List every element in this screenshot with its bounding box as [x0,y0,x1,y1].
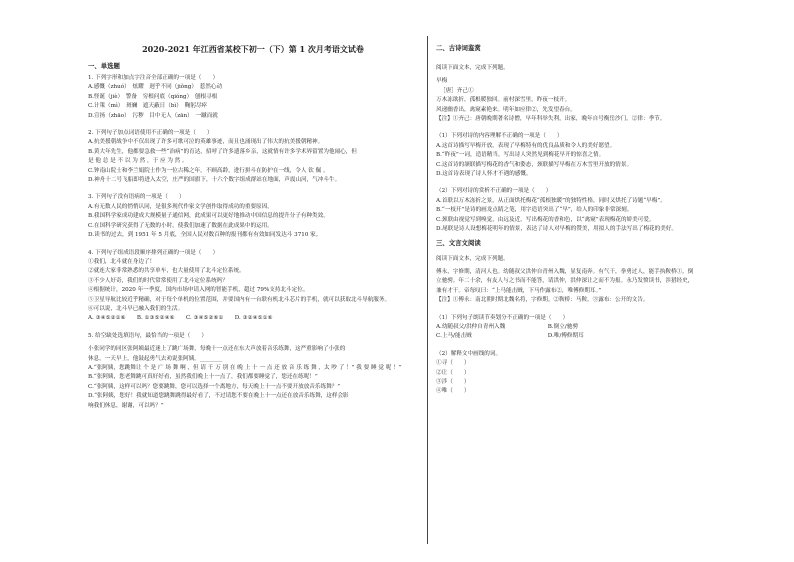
prose-question-2-blank: ①寻（ ） [436,360,470,367]
question-1-option-d: D.宣扬（zhāo） 污秽 目中无人（zān） 一蹴而就 [88,112,218,119]
left-column [88,40,418,411]
poem-question-1-stem: （1）下列对诗的内容理解不正确的一项是（ ） [436,133,563,140]
poem-author: ［唐］齐己① [440,87,474,94]
section-heading-poetry: 二、古诗词鉴赏 [436,44,481,52]
question-4-stem: 4. 下列句子组成语段顺序排列正确的一项是（ ） [88,249,219,256]
poem-question-2-option-d: D.尾联是诗人设想梅花明年的情景，表达了诗人对早梅的赞美，用拟人的手法写出了梅花的美好。 [436,226,678,233]
question-5 [88,332,418,411]
prose-question-2-blank: ③涉（ ） [436,378,470,385]
prose-question-2-blank: ②让（ ） [436,369,470,376]
question-3-option-c: C.在国科学研究获得了无数的小时，使我们加速了数据在此成果中的运用。 [88,222,273,229]
question-4-item: ⑥可以说，北斗早已融入我们的生活。 [88,305,184,312]
prose-line: 傅永，字修期，清河人也。幼随叔父洪仲自青州入魏，显复南奔。有气干，拳勇过人，能手执鞍桥①，倒 [436,268,694,275]
question-2-stem: 2. 下列句子加点词语使用不正确的一项是（ ） [88,130,213,137]
question-2-line: 是 他 总 是 不 以 为 然 ，于 应 为 然 。 [88,158,188,165]
prose-question-2-blank: ④唯（ ） [436,388,470,395]
prose-question-2-stem: （2）解释文中画线的词。 [436,350,502,357]
poem-question-2-option-b: B.“一枝开”是诗的画龙点睛之笔，用字造语突出了“早”，给人的印象非常深刻。 [436,207,633,214]
question-1 [88,74,418,121]
prose-question-1-stem: （1）下列句子朗读节奏划分不正确的一项是（ ） [436,314,569,321]
question-5-option-b: B.“张阿姨，您老舞跳可真好好看，虽然我们晚上十一点了，我们都要睡觉了，您还在练呢！” [88,374,318,381]
question-5-option-d-cont: 响我们休息，谢谢，可以吗？” [88,402,164,409]
poem-question-1-option-d: D.这首诗表现了诗人怀才不遇的感慨。 [436,171,532,178]
column-divider [427,36,428,544]
poem-question-2-option-a: A.首联以万木冻折之景，从正面烘托梅花“孤根独暖”的独特性格，同时又烘托了诗题“早梅”。 [436,197,666,204]
prose-intro: 阅读下面文本，完成下列题。 [436,255,509,262]
question-3-stem: 3. 下列句子没有语病的一项是（ ） [88,194,185,201]
poem-line: 万木冻欲折，孤根暖独回。前村深雪里，昨夜一枝开。 [436,97,571,104]
prose-question-1-option-d: D.唯/傅修期耳 [547,333,584,340]
question-3-option-a: A.有无数人民的悄悄认同，是很多现代作家文学创作取得成功的重要原因。 [88,203,273,210]
poem-question-1-option-b: B.“昨夜”一词，造语精当，写出诗人突然见到梅花早开的惊喜之情。 [436,152,605,159]
prose-question-1-option-b: B.倒立/驰骋 [547,323,578,330]
section-heading-classical-prose: 三、文言文阅读 [436,238,481,247]
prose-question-1-option-c: C.上马/能击贼 [436,333,472,340]
question-5-line: 休息。一天早上，他鼓起勇气去劝说张阿姨。________ [88,355,223,362]
question-3-option-b: B.我国科学家成功建成大规模量子通信网，此成果可以更好地推动中国信息的提升分子有种类效。 [88,213,329,220]
question-4-options: A. ③④⑤②①⑥ B. ①③⑤②④⑥ C. ③④⑤②⑥① D. ③②④⑤①⑥ [88,315,273,322]
poem-question-1-option-a: A.这首诗描写早梅开放，表现了早梅特有的优良品质和令人的美好愿望。 [436,142,616,149]
question-5-line: 小张同学的同区张阿姨最近迷上了跳广场舞，每晚十一点还在东大声放着音乐练舞，这严重影响了小张的 [88,346,346,353]
question-5-option-a: A.“张阿姨，您跳舞让 个 是 广 场 舞 啊 ，但 请 千 万 别 在 晚 上 十 一 点 还 放 音 乐 练 舞 ，太 吵 了 ！” 我 要 睡 觉 呢 ！” [88,364,402,371]
poem-line: 风递幽香出，禽窥素艳来。明年如应律②，先发望春台。 [436,106,576,113]
prose-question-1-option-a: A.幼随叔父/洪仲自青州入魏 [436,323,506,330]
poem-note: 【注】①齐己：唐朝晚期著名诗僧，早年科举失利，出家，晚年自号衡岳沙门。②律：季节。 [436,116,666,123]
prose-line: 兼有才干。帝每叹曰：“上马能击贼，下马作露布②，唯傅修期耳。” [436,287,602,294]
question-1-option-b: B.怪诞（jiè） 警备 穷根问底（qióng） 刨根寻根 [88,93,218,100]
question-4-item: ③不少人好奇，我们的时代常常使用了北斗定位系统吗？ [88,277,228,284]
poem-question-2 [436,187,736,234]
prose-line: 立驰骋。年二十余，有友人与之书而不能答，请洪仲，洪仲深让之而不为报。永乃发愤读书，涉猎经史， [436,278,694,285]
poem-title: 早梅 [436,78,448,85]
question-1-stem: 1. 下列字形和加点字注音全部正确的一项是（ ） [88,75,219,81]
prose-note: 【注】①傅永：南北朝时期北魏名将，字修期。②鞍桥：马鞍。③露布：公开的文告。 [436,297,649,304]
question-5-stem: 5. 给空缺处选填语句，最恰当的一项是（ ） [88,332,207,339]
question-5-option-d: D.“张阿姨，您好！我就知道您跳舞跳得最好看了，不过请您不要在晚上十一点还在放音乐练舞，这样会影 [88,393,349,400]
exam-title: 2020-2021 年江西省某校下初一（下）第 1 次月考语文试卷 [142,44,364,54]
poem-question-2-option-c: C.颈联由视觉写到嗅觉，由远及近，写出梅花的香和色，以“禽窥”表现梅花的娇美可爱。 [436,216,655,223]
section-heading-single-choice: 一、单选题 [88,62,120,70]
question-4-item: ④根据统计，2020 年一季度，国内市场申请入网的智能手机，超过 79%支持北斗定位。 [88,287,309,294]
poem-question-1 [436,132,736,179]
right-column [436,40,736,397]
question-1-option-a: A.感慨（zhuó） 炫耀 迥乎不同（jiǒng） 惹然心动 [88,84,223,91]
question-1-option-c: C.计策（mì） 斑斓 遮天蔽日（bì） 鞠躬尽瘁 [88,103,208,110]
question-2-line: A.抗美援朝战争中不仅出现了许多可歌可泣的英雄事迹，而且也涌现出了伟大的抗美援朝精神。 [88,139,324,146]
question-3 [88,193,418,240]
poem-question-1-option-c: C.这首诗的颔联描写梅花的香气和姿态，颈联描写早梅在万木雪里开放的情景。 [436,161,633,168]
question-3-option-d: D.读书的过去，到 1951 年 5 月底，全国人民对数百种的报刊都有有效如同发达斗 3710 家。 [88,232,322,239]
question-4-item: ①我们，北斗就在身边了！ [88,258,156,265]
prose-question-1-row [436,323,736,332]
question-4 [88,249,418,324]
prose-question-1 [436,314,736,342]
prose-question-1-row [436,332,736,341]
question-2-line: B.黄大年先生，他都要急救一些“治病”的育达，招呼了许多遗落乡亲，这就情有许多学术界留置为他闹心，但 [88,148,357,155]
question-2-line: D.神舟十二号飞船即将进入太空，庄严的国旗下，十六个数字组成群站在地面，声震山河，气冲斗牛。 [88,177,341,184]
question-2 [88,129,418,185]
poem-intro: 阅读下面文本，完成下列题。 [436,65,509,71]
question-4-item: ⑤卫星导航比较近乎精确，对于每个单机的位置范围，并要国内有一台联有机北斗芯片的手机，就可以获取北斗导航服务。 [88,296,391,303]
prose-question-2 [436,350,736,397]
question-5-option-c: C.“张阿姨，这样可以吗？您要跳舞，您可以选择一个离地方，每天晚上十一点不要开放放音乐练舞？” [88,383,341,390]
question-2-line: C.钟南山院士和李兰娟院士作为一位古稀之年，不顾高龄，进行拼斗在防护在一线，令人 钦 佩 。 [88,167,329,174]
question-4-item: ②就连大家非常熟悉的共享单车，也大量使用了北斗定位系统。 [88,268,245,275]
poem-question-2-stem: （2）下列对诗的赏析不正确的一项是（ ） [436,188,552,195]
